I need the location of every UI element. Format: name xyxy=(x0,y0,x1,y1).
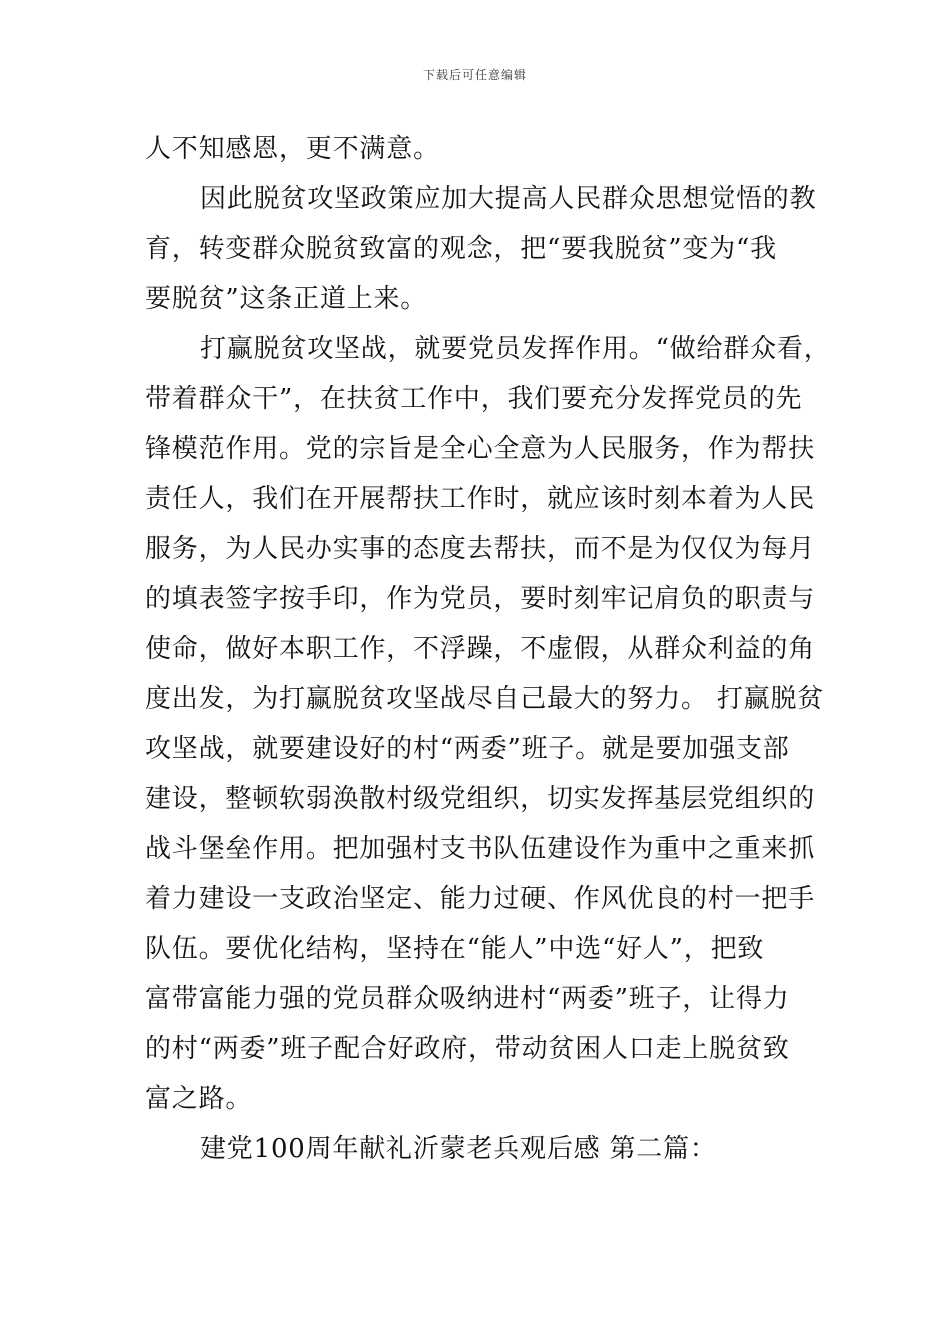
text-line: 攻坚战，就要建设好的村“两委”班子。就是要加强支部 xyxy=(145,734,790,764)
paragraph-start-line: 打赢脱贫攻坚战，就要党员发挥作用。“做给群众看， xyxy=(200,334,831,364)
page-header-note: 下载后可任意编辑 xyxy=(422,68,527,82)
text-line: 队伍。要优化结构，坚持在“能人”中选“好人”，把致 xyxy=(145,934,765,964)
text-line: 战斗堡垒作用。把加强村支书队伍建设作为重中之重来抓 xyxy=(145,834,816,864)
section-heading: 建党100周年献礼沂蒙老兵观后感 第二篇： xyxy=(200,1134,717,1164)
text-line: 富带富能力强的党员群众吸纳进村“两委”班子，让得力 xyxy=(145,984,790,1014)
text-line: 要脱贫”这条正道上来。 xyxy=(145,284,428,314)
text-line: 的填表签字按手印，作为党员，要时刻牢记肩负的职责与 xyxy=(145,584,816,614)
text-line: 服务，为人民办实事的态度去帮扶，而不是为仅仅为每月 xyxy=(145,534,816,564)
text-line: 富之路。 xyxy=(145,1084,253,1114)
text-line: 的村“两委”班子配合好政府，带动贫困人口走上脱贫致 xyxy=(145,1034,790,1064)
text-line: 责任人，我们在开展帮扶工作时，就应该时刻本着为人民 xyxy=(145,484,816,514)
text-line: 使命，做好本职工作，不浮躁，不虚假，从群众利益的角 xyxy=(145,634,816,664)
text-line: 着力建设一支政治坚定、能力过硬、作风优良的村一把手 xyxy=(145,884,816,914)
text-line: 带着群众干”，在扶贫工作中，我们要充分发挥党员的先 xyxy=(145,384,803,414)
text-line: 人不知感恩，更不满意。 xyxy=(145,134,440,164)
text-line: 育，转变群众脱贫致富的观念，把“要我脱贫”变为“我 xyxy=(145,234,777,264)
text-line: 锋模范作用。党的宗旨是全心全意为人民服务，作为帮扶 xyxy=(145,434,816,464)
text-line: 建设，整顿软弱涣散村级党组织，切实发挥基层党组织的 xyxy=(145,784,816,814)
paragraph-start-line: 因此脱贫攻坚政策应加大提高人民群众思想觉悟的教 xyxy=(200,184,817,214)
text-line: 度出发，为打赢脱贫攻坚战尽自己最大的努力。 打赢脱贫 xyxy=(145,684,825,714)
